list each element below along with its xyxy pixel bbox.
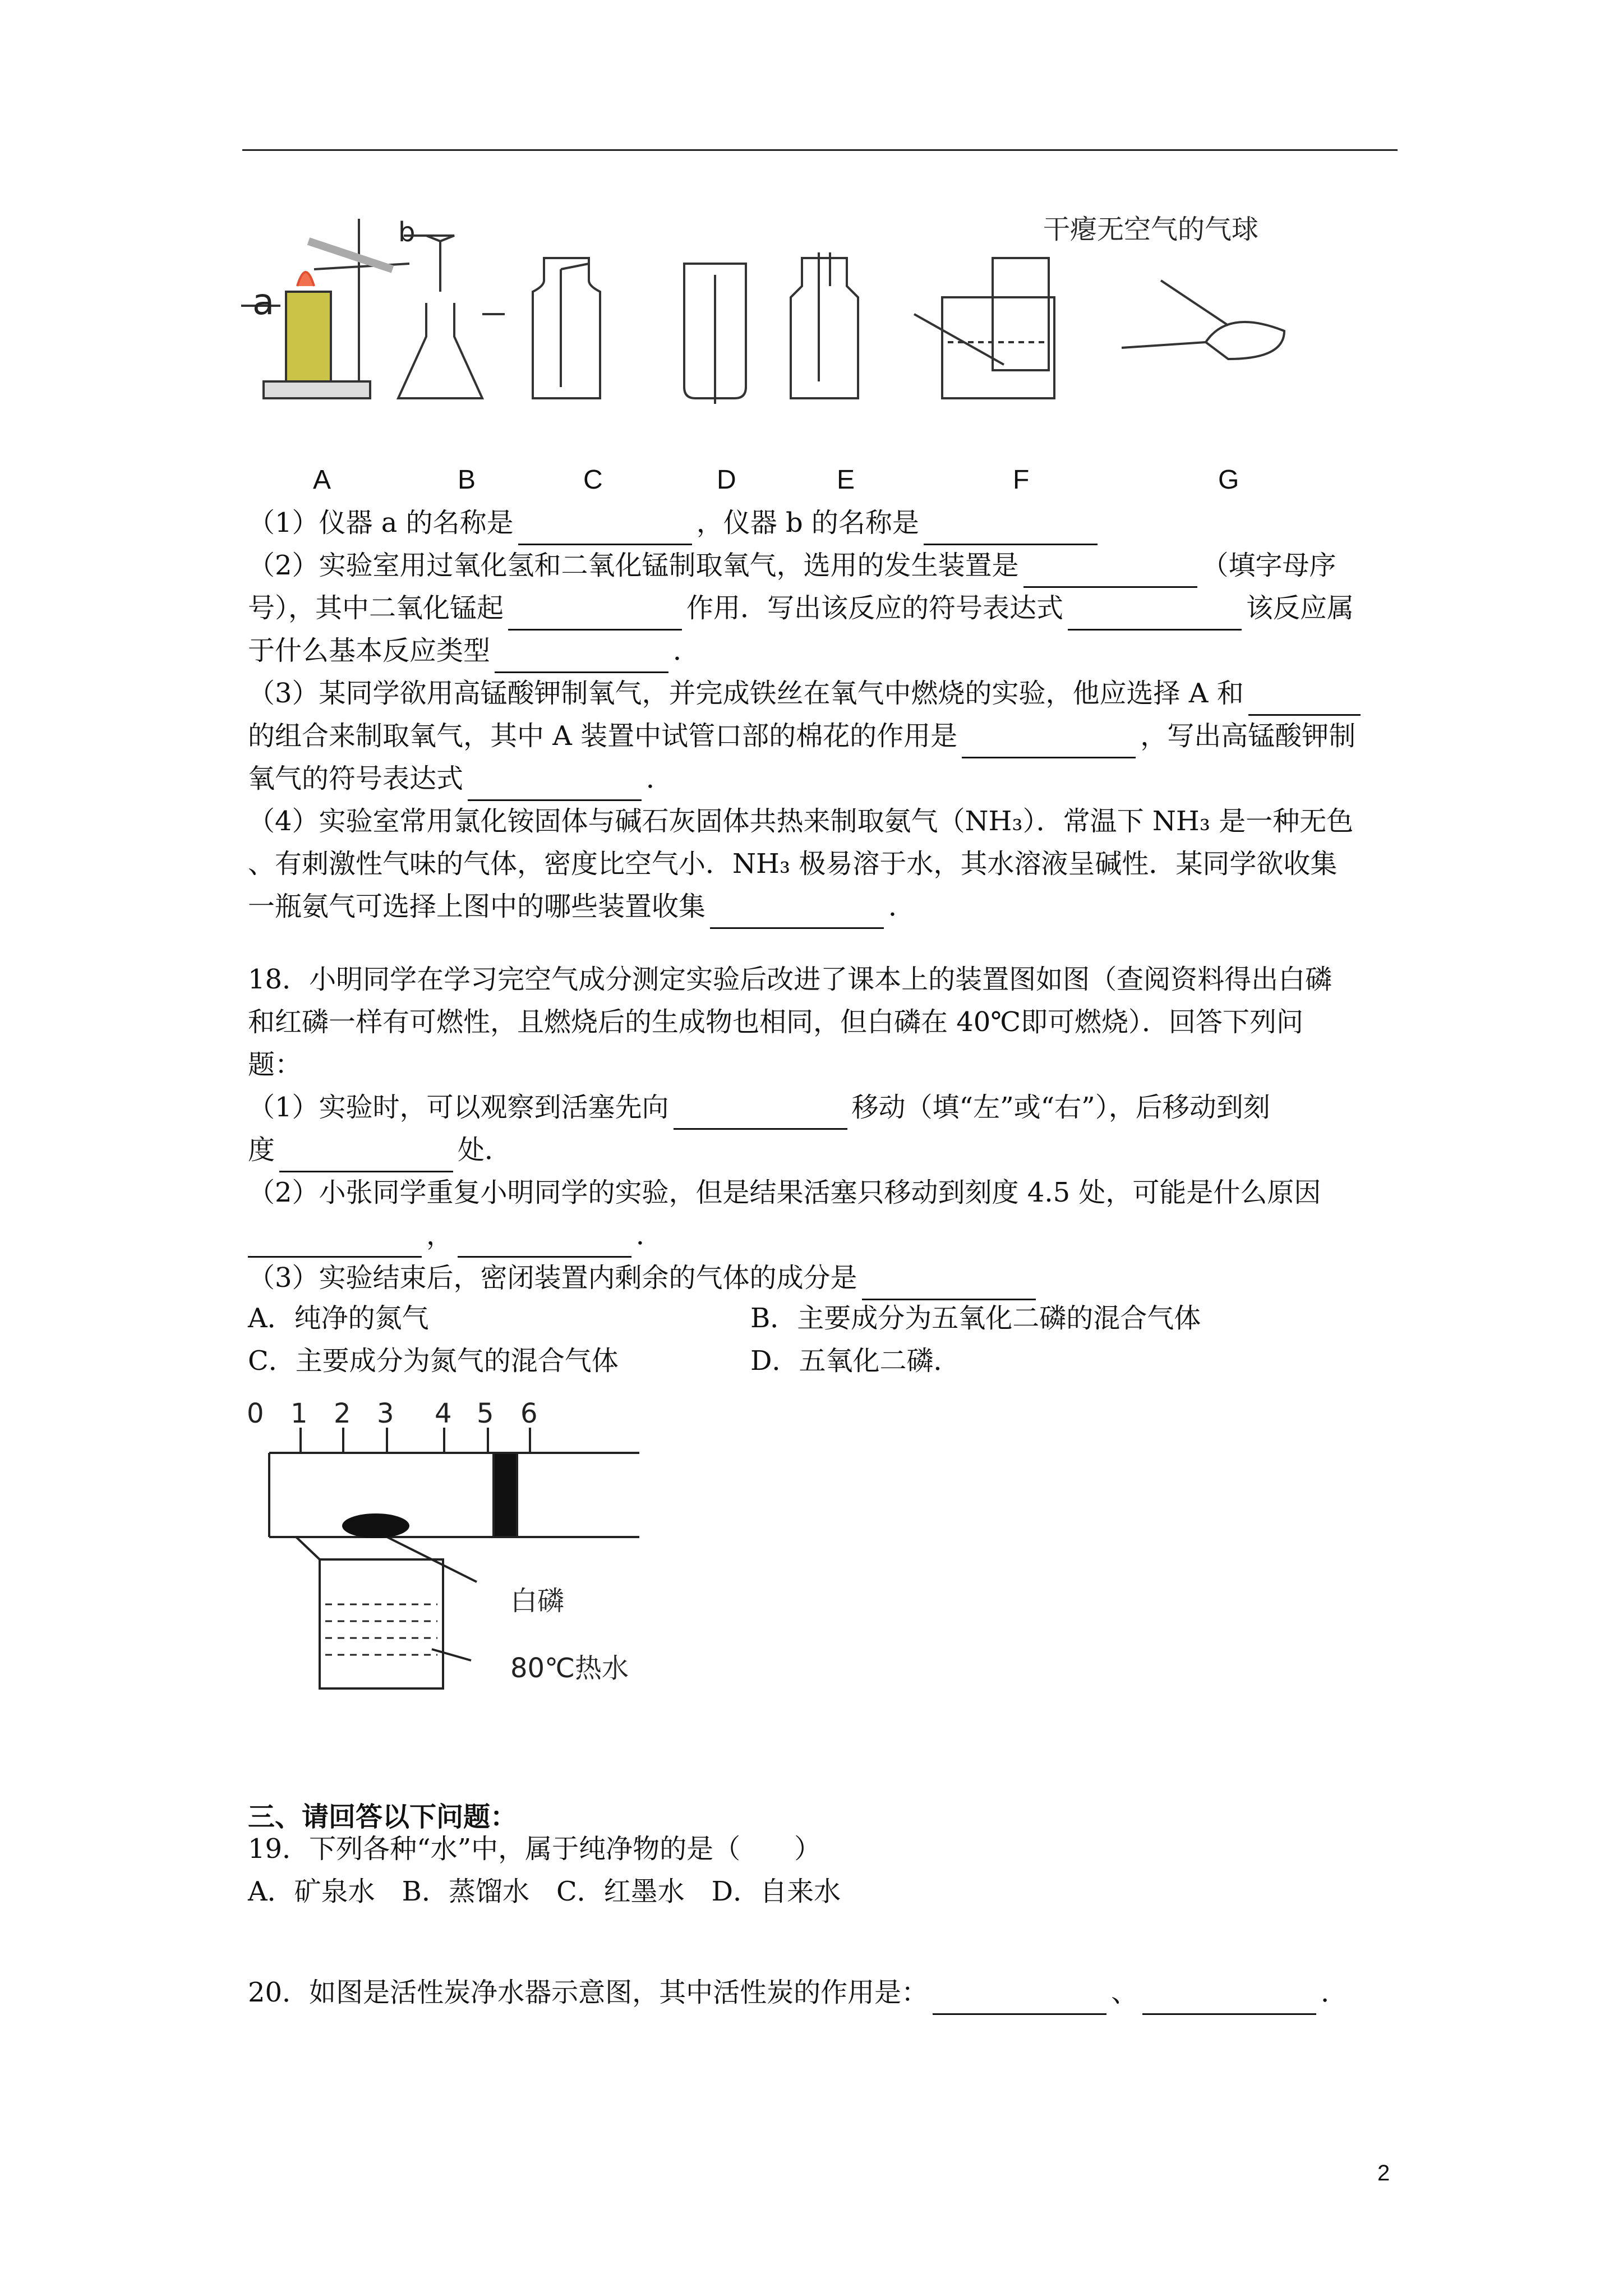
apparatus-label-e: E bbox=[837, 465, 855, 495]
answer-blank[interactable] bbox=[1068, 597, 1242, 631]
answer-blank[interactable] bbox=[468, 768, 642, 801]
page-number: 2 bbox=[1377, 2161, 1390, 2185]
q18-option-c[interactable]: C．主要成分为氮气的混合气体 bbox=[248, 1345, 619, 1377]
answer-blank[interactable] bbox=[924, 512, 1098, 545]
q18-part1-line1: （1）实验时，可以观察到活塞先向 移动（填“左”或“右”），后移动到刻 bbox=[248, 1085, 1270, 1130]
answer-blank[interactable] bbox=[933, 1982, 1106, 2015]
answer-blank[interactable] bbox=[508, 597, 682, 631]
scale-tick-1: 1 bbox=[291, 1398, 308, 1429]
q18-option-d[interactable]: D．五氧化二磷． bbox=[750, 1345, 961, 1377]
q18-part2-line1: （2）小张同学重复小明同学的实验，但是结果活塞只移动到刻度 4.5 处，可能是什么原因 bbox=[248, 1177, 1321, 1208]
label-hot-water: 80℃热水 bbox=[510, 1653, 629, 1684]
q18-intro-line2: 和红磷一样有可燃性，且燃烧后的生成物也相同，但白磷在 40℃即可燃烧）．回答下列问 bbox=[248, 1006, 1304, 1038]
white-phosphorus bbox=[342, 1513, 409, 1538]
q17-part2-line3: 于什么基本反应类型 ． bbox=[248, 628, 700, 673]
label-b: b bbox=[398, 217, 416, 248]
scale-tick-3: 3 bbox=[377, 1398, 394, 1429]
answer-blank[interactable] bbox=[1023, 555, 1197, 588]
q17-part2-line2: 号），其中二氧化锰起 作用．写出该反应的符号表达式 该反应属 bbox=[248, 586, 1354, 631]
apparatus-label-c: C bbox=[583, 465, 603, 495]
apparatus-figure bbox=[241, 202, 1340, 494]
apparatus-b bbox=[398, 236, 505, 398]
q19-options[interactable]: A．矿泉水 B．蒸馏水 C．红墨水 D．自来水 bbox=[248, 1876, 841, 1907]
q17-part2-line1: （2）实验室用过氧化氢和二氧化锰制取氧气，选用的发生装置是 （填字母序 bbox=[248, 543, 1336, 588]
q18-intro-line3: 题： bbox=[248, 1049, 302, 1080]
header-rule bbox=[242, 149, 1398, 151]
scale-tick-6: 6 bbox=[520, 1398, 538, 1429]
label-white-phosphorus: 白磷 bbox=[510, 1585, 565, 1617]
q19-stem: 19．下列各种“水”中，属于纯净物的是（ ） bbox=[248, 1833, 822, 1865]
apparatus-f bbox=[914, 258, 1054, 398]
answer-blank[interactable] bbox=[1142, 1982, 1316, 2015]
q17-part3-line1: （3）某同学欲用高锰酸钾制氧气，并完成铁丝在氧气中燃烧的实验，他应选择 A 和 bbox=[248, 671, 1365, 716]
answer-blank[interactable] bbox=[1248, 683, 1361, 716]
answer-blank[interactable] bbox=[962, 725, 1136, 758]
q17-part4-line2: 、有刺激性气味的气体，密度比空气小．NH₃ 极易溶于水，其水溶液呈碱性．某同学欲收集 bbox=[248, 848, 1338, 880]
section-title: 三、请回答以下问题： bbox=[248, 1801, 518, 1833]
q17-part4-line1: （4）实验室常用氯化铵固体与碱石灰固体共热来制取氨气（NH₃）．常温下 NH₃ 是一种无色 bbox=[248, 806, 1354, 837]
apparatus-label-a: A bbox=[313, 465, 331, 495]
apparatus-label-g: G bbox=[1218, 465, 1239, 495]
scale-tick-2: 2 bbox=[334, 1398, 351, 1429]
answer-blank[interactable] bbox=[248, 1225, 422, 1258]
scale-tick-5: 5 bbox=[477, 1398, 494, 1429]
q17-part4-line3: 一瓶氨气可选择上图中的哪些装置收集 ． bbox=[248, 884, 915, 929]
balloon-caption: 干瘪无空气的气球 bbox=[1043, 214, 1259, 245]
q18-part3: （3）实验结束后，密闭装置内剩余的气体的成分是 bbox=[248, 1255, 1040, 1300]
answer-blank[interactable] bbox=[518, 512, 692, 545]
apparatus-label-b: B bbox=[458, 465, 476, 495]
piston bbox=[494, 1453, 517, 1537]
q17-part1: （1）仪器 a 的名称是 ，仪器 b 的名称是 bbox=[248, 500, 1102, 545]
apparatus-d bbox=[684, 264, 746, 404]
q18-part2-line2: ， ． bbox=[248, 1213, 663, 1258]
apparatus-g bbox=[1122, 280, 1284, 359]
apparatus-e bbox=[791, 252, 858, 398]
q18-part1-line2: 度 处． bbox=[248, 1128, 511, 1172]
apparatus-label-f: F bbox=[1013, 465, 1030, 495]
answer-blank[interactable] bbox=[279, 1139, 453, 1172]
answer-blank[interactable] bbox=[710, 896, 884, 929]
q17-part3-line3: 氧气的符号表达式 ． bbox=[248, 756, 673, 801]
apparatus-label-d: D bbox=[717, 465, 736, 495]
q18-option-a[interactable]: A．纯净的氮气 bbox=[248, 1303, 429, 1334]
q20-stem: 20．如图是活性炭净水器示意图，其中活性炭的作用是： 、 ． bbox=[248, 1970, 1348, 2015]
label-a: a bbox=[252, 282, 275, 323]
apparatus-c bbox=[533, 258, 600, 398]
q18-intro-line1: 18．小明同学在学习完空气成分测定实验后改进了课本上的装置图如图（查阅资料得出白磷 bbox=[248, 964, 1332, 995]
q17-part3-line2: 的组合来制取氧气，其中 A 装置中试管口部的棉花的作用是 ，写出高锰酸钾制 bbox=[248, 714, 1355, 758]
answer-blank[interactable] bbox=[458, 1225, 631, 1258]
answer-blank[interactable] bbox=[674, 1097, 847, 1130]
q18-option-b[interactable]: B．主要成分为五氧化二磷的混合气体 bbox=[750, 1303, 1201, 1334]
scale-tick-0: 0 bbox=[247, 1398, 264, 1429]
answer-blank[interactable] bbox=[495, 640, 668, 673]
scale-tick-4: 4 bbox=[435, 1398, 452, 1429]
piston-apparatus-figure bbox=[247, 1397, 707, 1711]
